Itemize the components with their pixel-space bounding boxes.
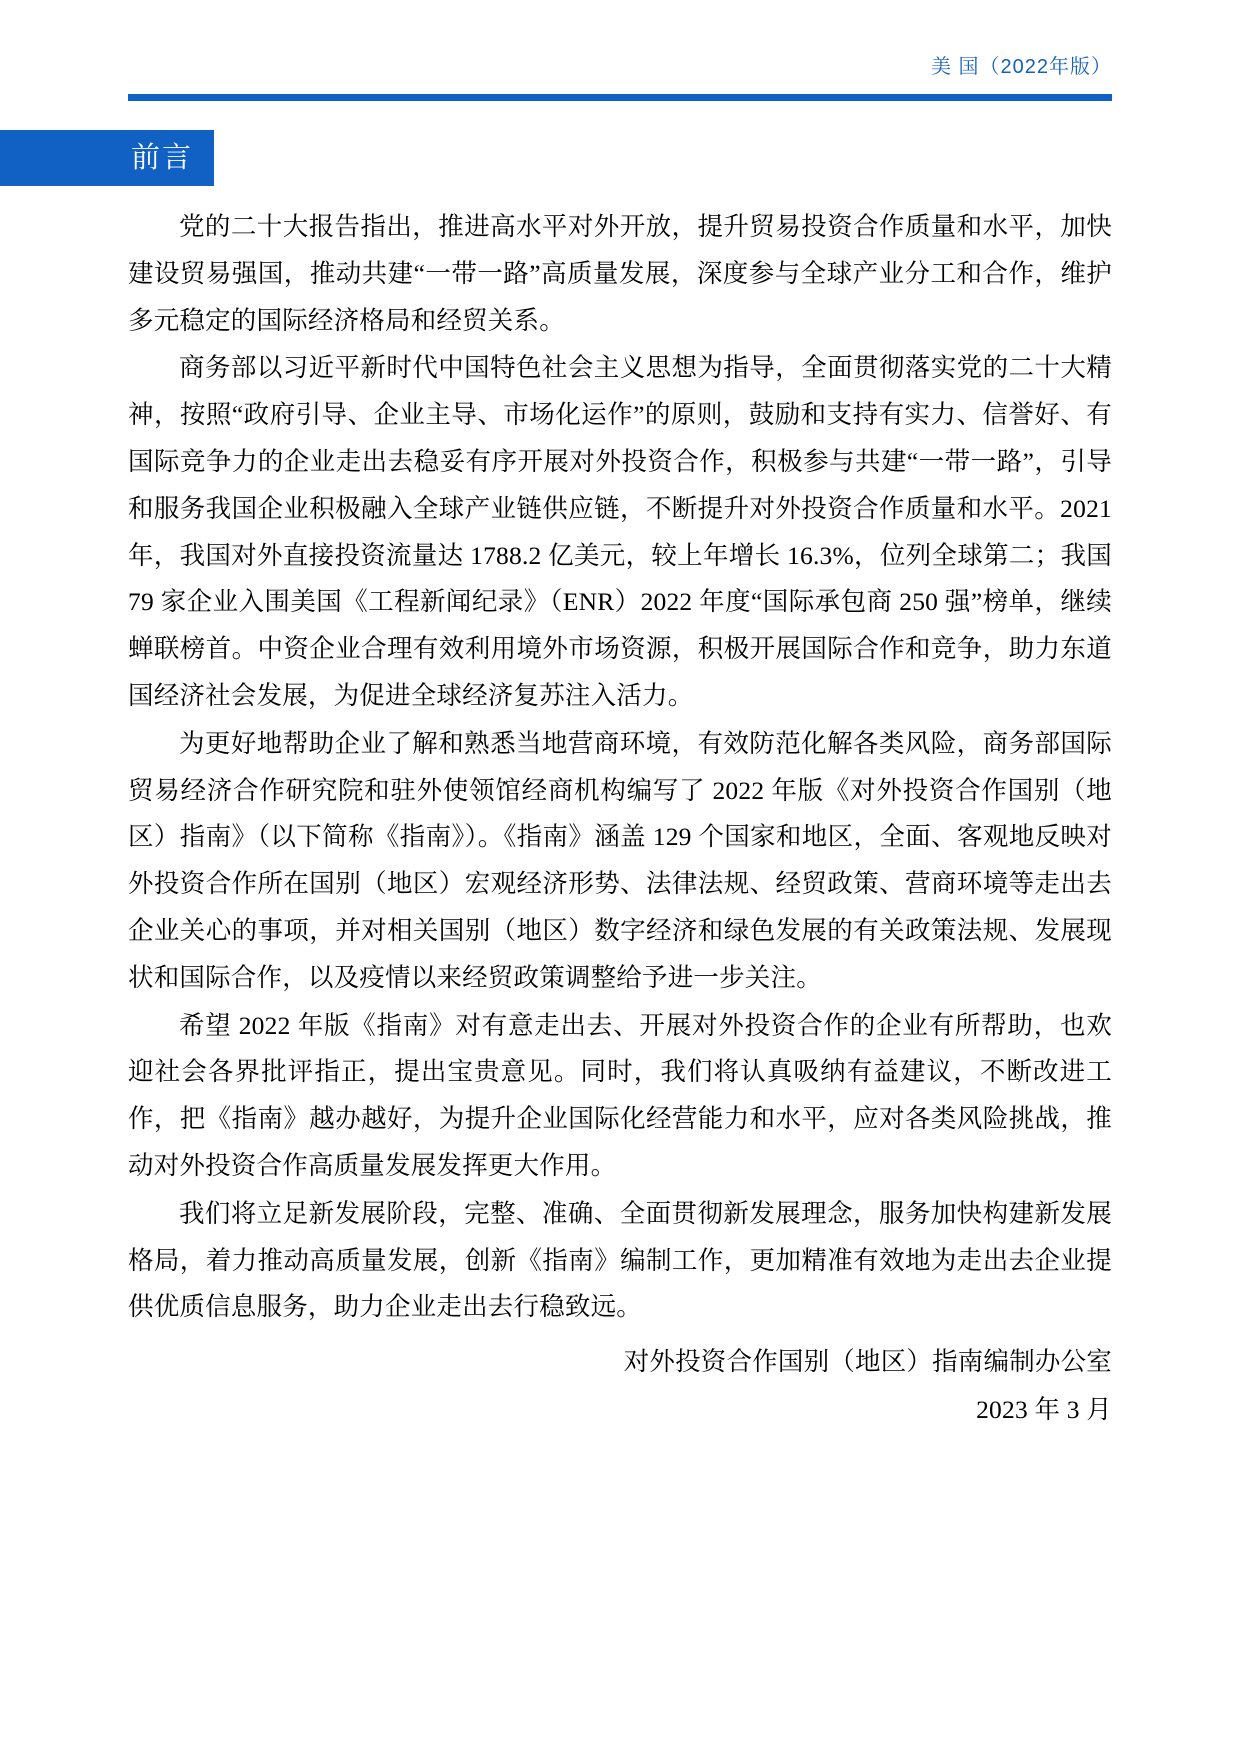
section-banner bbox=[0, 130, 214, 186]
header-title: 美 国（2022年版） bbox=[930, 56, 1112, 78]
body-content bbox=[128, 204, 1112, 1332]
section-banner-label: 前言 bbox=[131, 142, 194, 174]
body-paragraph: 为更好地帮助企业了解和熟悉当地营商环境，有效防范化解各类风险，商务部国际贸易经济合作研究院和驻外使领馆经商机构编写了 2022 年版《对外投资合作国别（地区）指南》（以下简称《指南》）。《指南》涵盖 129 个国家和地区，全面、客观地反映对外投资合作所在国别（地区）宏观经济形势、法律法规、经贸政策、营商环境等走出去企业关心的事项，并对相关国别（地区）数字经济和绿色发展的有关政策法规、发展现状和国际合作，以及疫情以来经贸政策调整给予进一步关注。 bbox=[128, 728, 1112, 992]
page-header bbox=[128, 54, 1112, 116]
body-paragraph: 希望 2022 年版《指南》对有意走出去、开展对外投资合作的企业有所帮助，也欢迎社会各界批评指正，提出宝贵意见。同时，我们将认真吸纳有益建议，不断改进工作，把《指南》越办越好，为提升企业国际化经营能力和水平，应对各类风险挑战，推动对外投资合作高质量发展发挥更大作用。 bbox=[128, 1010, 1112, 1180]
signature-office: 对外投资合作国别（地区）指南编制办公室 bbox=[623, 1347, 1112, 1376]
body-paragraph: 党的二十大报告指出，推进高水平对外开放，提升贸易投资合作质量和水平，加快建设贸易强国，推动共建“一带一路”高质量发展，深度参与全球产业分工和合作，维护多元稳定的国际经济格局和经贸关系。 bbox=[128, 212, 1112, 335]
header-rule bbox=[128, 94, 1112, 101]
body-paragraph: 商务部以习近平新时代中国特色社会主义思想为指导，全面贯彻落实党的二十大精神，按照“政府引导、企业主导、市场化运作”的原则，鼓励和支持有实力、信誉好、有国际竞争力的企业走出去稳妥有序开展对外投资合作，积极参与共建“一带一路”，引导和服务我国企业积极融入全球产业链供应链，不断提升对外投资合作质量和水平。2021 年，我国对外直接投资流量达 1788.2 亿美元，较上年增长 16.3%，位列全球第二；我国 79 家企业入围美国《工程新闻纪录》（ENR）2022 年度“国际承包商 250 强”榜单，继续蝉联榜首。中资企业合理有效利用境外市场资源，积极开展国际合作和竞争，助力东道国经济社会发展，为促进全球经济复苏注入活力。 bbox=[128, 353, 1112, 710]
body-paragraph: 我们将立足新发展阶段，完整、准确、全面贯彻新发展理念，服务加快构建新发展格局，着力推动高质量发展，创新《指南》编制工作，更加精准有效地为走出去企业提供优质信息服务，助力企业走出去行稳致远。 bbox=[128, 1198, 1112, 1322]
signature-date: 2023 年 3 月 bbox=[976, 1395, 1112, 1424]
signature-block bbox=[128, 1338, 1112, 1434]
